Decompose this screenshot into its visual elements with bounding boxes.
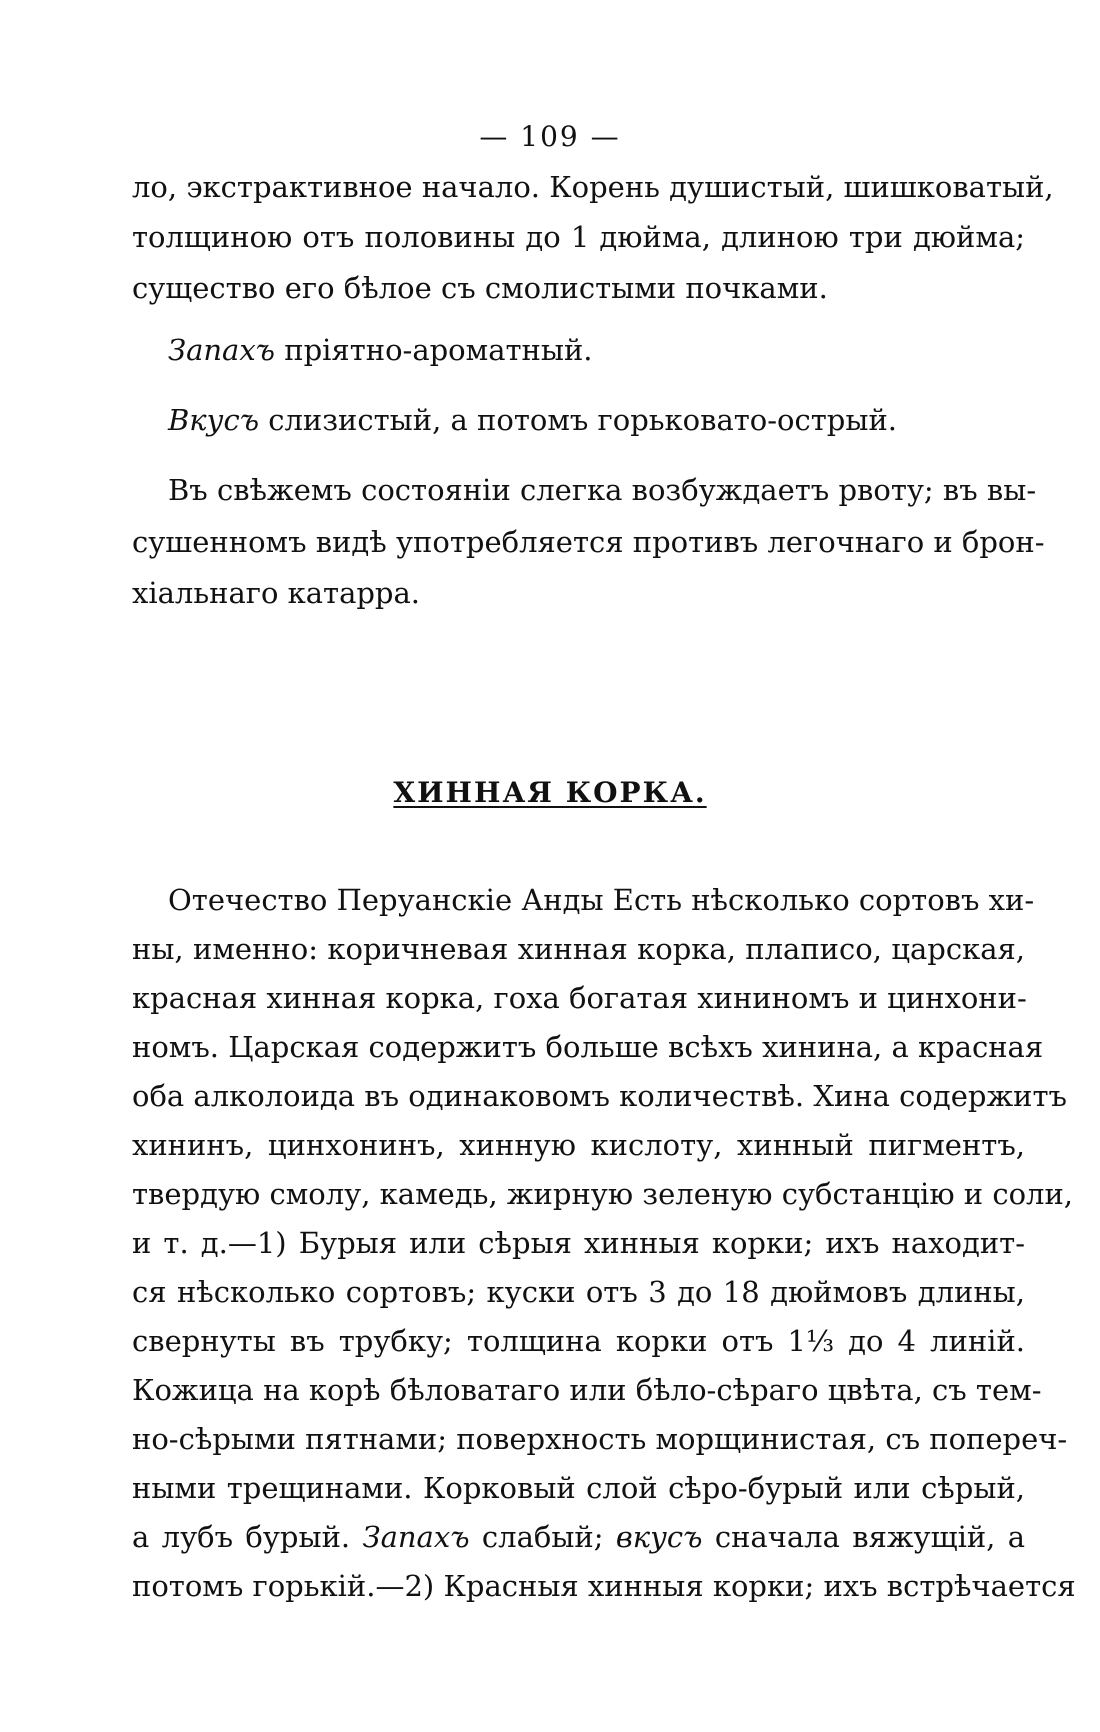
section-line-6: хининъ, цинхонинъ, хинную кислоту, хинный пигментъ, (132, 1128, 1025, 1162)
section-line-14-taste-label: вкусъ (615, 1520, 703, 1554)
intro-line-2: толщиною отъ половины до 1 дюйма, длиною три дюйма; (132, 220, 1025, 254)
usage-line-2: сушенномъ видѣ употребляется противъ легочнаго и брон- (132, 525, 1045, 559)
section-line-14-end: сначала вяжущій, а (714, 1520, 1026, 1554)
section-line-12: но-сѣрыми пятнами; поверхность морщинистая, съ попереч- (132, 1422, 1068, 1456)
section-line-1: Отечество Перуанскіе Анды Есть нѣсколько сортовъ хи- (168, 883, 1035, 917)
intro-line-1: ло, экстрактивное начало. Корень душистый, шишковатый, (132, 170, 1054, 204)
smell-label: Запахъ (168, 333, 276, 367)
section-line-14-smell-label: Запахъ (362, 1520, 470, 1554)
section-line-14-start: а лубъ бурый. (132, 1520, 351, 1554)
section-line-5: оба алколоида въ одинаковомъ количествѣ. Хина содержитъ (132, 1079, 1067, 1113)
section-line-13: ными трещинами. Корковый слой сѣро-бурый или сѣрый, (132, 1471, 1025, 1505)
section-line-10: свернуты въ трубку; толщина корки отъ 1⅓ до 4 линій. (132, 1324, 1025, 1358)
smell-paragraph (168, 330, 593, 370)
usage-line-1: Въ свѣжемъ состояніи слегка возбуждаетъ рвоту; въ вы- (168, 473, 1037, 507)
section-line-2: ны, именно: коричневая хинная корка, плаписо, царская, (132, 932, 1025, 966)
smell-text: пріятно-ароматный. (284, 333, 593, 367)
section-heading: ХИННАЯ КОРКА. (393, 776, 707, 809)
section-line-7: твердую смолу, камедь, жирную зеленую субстанцію и соли, (132, 1177, 1073, 1211)
section-line-11: Кожица на корѣ бѣловатаго или бѣло-сѣраго цвѣта, съ тем- (132, 1373, 1042, 1407)
taste-text: слизистый, а потомъ горьковато-острый. (268, 403, 897, 437)
section-line-9: ся нѣсколько сортовъ; куски отъ 3 до 18 дюймовъ длины, (132, 1275, 1025, 1309)
section-line-8: и т. д.—1) Бурыя или сѣрыя хинныя корки; ихъ находит- (132, 1226, 1025, 1260)
section-line-3: красная хинная корка, гоха богатая хининомъ и цинхони- (132, 981, 1027, 1015)
section-line-4: номъ. Царская содержитъ больше всѣхъ хинина, а красная (132, 1030, 1044, 1064)
page-number: — 109 — (479, 120, 621, 153)
section-line-14 (132, 1517, 1025, 1557)
section-line-14-middle: слабый; (481, 1520, 604, 1554)
intro-line-3: существо его бѣлое съ смолистыми почками. (132, 271, 828, 305)
taste-paragraph (168, 400, 897, 440)
section-line-15: потомъ горькій.—2) Красныя хинныя корки; ихъ встрѣчается (132, 1569, 1076, 1603)
taste-label: Вкусъ (168, 403, 260, 437)
usage-line-3: хіальнаго катарра. (132, 576, 421, 610)
